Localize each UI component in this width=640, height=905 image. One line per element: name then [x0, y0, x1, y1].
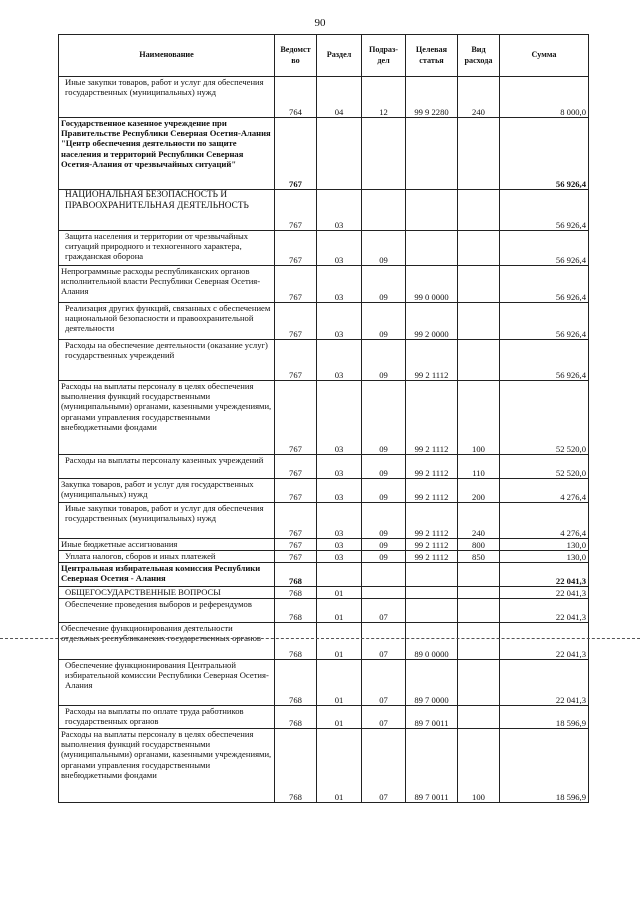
row-name-cell: Защита населения и территории от чрезвычайных ситуаций природного и техногенного характера, гражданская оборона [59, 231, 275, 266]
row-podrazdel-cell: 07 [362, 623, 406, 660]
row-vid-cell [458, 587, 500, 599]
row-vid-cell: 200 [458, 479, 500, 503]
row-podrazdel-cell: 09 [362, 266, 406, 303]
row-ved-cell: 767 [275, 231, 317, 266]
row-summa-cell: 22 041,3 [500, 587, 589, 599]
row-name-cell: Обеспечение проведения выборов и референдумов [59, 599, 275, 623]
row-name-cell: Реализация других функций, связанных с обеспечением национальной безопасности и правоохранительной деятельности [59, 303, 275, 340]
row-statya-cell: 99 2 1112 [406, 539, 458, 551]
row-summa-cell: 22 041,3 [500, 623, 589, 660]
row-ved-cell: 767 [275, 539, 317, 551]
col-header-podrazdel: Подраз- дел [362, 35, 406, 77]
page-number: 90 [314, 17, 326, 29]
row-name-cell: ОБЩЕГОСУДАРСТВЕННЫЕ ВОПРОСЫ [59, 587, 275, 599]
row-vid-cell [458, 706, 500, 729]
row-ved-cell: 768 [275, 563, 317, 587]
row-ved-cell: 767 [275, 118, 317, 190]
row-razdel-cell: 01 [317, 599, 362, 623]
table-row [59, 587, 589, 599]
row-vid-cell [458, 340, 500, 381]
table-row [59, 479, 589, 503]
row-podrazdel-cell [362, 118, 406, 190]
row-summa-cell: 56 926,4 [500, 266, 589, 303]
row-name-cell: Расходы на выплаты персоналу казенных учреждений [59, 455, 275, 479]
row-podrazdel-cell [362, 190, 406, 231]
row-vid-cell: 240 [458, 503, 500, 539]
row-summa-cell: 22 041,3 [500, 563, 589, 587]
row-razdel-cell: 04 [317, 77, 362, 118]
row-razdel-cell: 03 [317, 340, 362, 381]
row-statya-cell: 99 2 0000 [406, 303, 458, 340]
table-row [59, 563, 589, 587]
row-statya-cell: 99 2 1112 [406, 455, 458, 479]
row-vid-cell: 850 [458, 551, 500, 563]
col-header-name: Наименование [59, 35, 275, 77]
row-podrazdel-cell: 09 [362, 503, 406, 539]
row-razdel-cell: 01 [317, 587, 362, 599]
row-podrazdel-cell: 07 [362, 599, 406, 623]
row-vid-cell [458, 660, 500, 706]
row-statya-cell: 89 7 0011 [406, 729, 458, 803]
row-razdel-cell: 03 [317, 455, 362, 479]
row-ved-cell: 768 [275, 623, 317, 660]
row-vid-cell: 800 [458, 539, 500, 551]
row-name-cell: Государственное казенное учреждение при Правительстве Республики Северная Осетия-Алания "Центр обеспечения деятельности по защите населения и территорий Республики Северная Осетия-Алания от чрезвычайных ситуаций" [59, 118, 275, 190]
row-summa-cell: 18 596,9 [500, 706, 589, 729]
row-ved-cell: 764 [275, 77, 317, 118]
row-podrazdel-cell: 07 [362, 729, 406, 803]
row-podrazdel-cell: 09 [362, 539, 406, 551]
row-ved-cell: 767 [275, 266, 317, 303]
row-summa-cell: 56 926,4 [500, 303, 589, 340]
row-summa-cell: 56 926,4 [500, 340, 589, 381]
row-statya-cell: 89 7 0011 [406, 706, 458, 729]
table-row [59, 303, 589, 340]
table-row [59, 231, 589, 266]
row-razdel-cell: 03 [317, 539, 362, 551]
row-podrazdel-cell: 09 [362, 303, 406, 340]
row-vid-cell [458, 303, 500, 340]
row-vid-cell [458, 599, 500, 623]
row-summa-cell: 22 041,3 [500, 660, 589, 706]
row-ved-cell: 768 [275, 706, 317, 729]
row-podrazdel-cell: 12 [362, 77, 406, 118]
row-summa-cell: 8 000,0 [500, 77, 589, 118]
row-statya-cell [406, 599, 458, 623]
col-header-vid: Вид расхода [458, 35, 500, 77]
row-statya-cell [406, 118, 458, 190]
row-statya-cell: 99 2 1112 [406, 340, 458, 381]
row-name-cell: Обеспечение функционирования Центральной избирательной комиссии Республики Северная Осетия-Алания [59, 660, 275, 706]
row-name-cell: Непрограммные расходы республиканских органов исполнительной власти Республики Северная Осетия-Алания [59, 266, 275, 303]
row-vid-cell [458, 190, 500, 231]
row-razdel-cell: 03 [317, 190, 362, 231]
row-podrazdel-cell: 09 [362, 231, 406, 266]
row-vid-cell [458, 266, 500, 303]
row-statya-cell: 99 0 0000 [406, 266, 458, 303]
row-razdel-cell: 03 [317, 381, 362, 455]
table-row [59, 340, 589, 381]
row-razdel-cell [317, 118, 362, 190]
table-row [59, 706, 589, 729]
row-vid-cell: 240 [458, 77, 500, 118]
header-row [59, 35, 589, 77]
row-summa-cell: 52 520,0 [500, 455, 589, 479]
col-header-vedomstvo: Ведомст во [275, 35, 317, 77]
row-razdel-cell: 03 [317, 231, 362, 266]
row-ved-cell: 767 [275, 381, 317, 455]
row-summa-cell: 130,0 [500, 539, 589, 551]
row-razdel-cell: 03 [317, 503, 362, 539]
row-summa-cell: 18 596,9 [500, 729, 589, 803]
row-podrazdel-cell: 09 [362, 340, 406, 381]
table-row [59, 118, 589, 190]
row-name-cell: НАЦИОНАЛЬНАЯ БЕЗОПАСНОСТЬ И ПРАВООХРАНИТЕЛЬНАЯ ДЕЯТЕЛЬНОСТЬ [59, 190, 275, 231]
row-razdel-cell [317, 563, 362, 587]
row-ved-cell: 768 [275, 599, 317, 623]
table-row [59, 551, 589, 563]
table-row [59, 381, 589, 455]
row-statya-cell [406, 587, 458, 599]
row-ved-cell: 767 [275, 455, 317, 479]
col-header-statya: Целевая статья [406, 35, 458, 77]
row-razdel-cell: 01 [317, 660, 362, 706]
row-name-cell: Расходы на обеспечение деятельности (оказание услуг) государственных учреждений [59, 340, 275, 381]
table-row [59, 266, 589, 303]
row-summa-cell: 56 926,4 [500, 231, 589, 266]
row-razdel-cell: 03 [317, 551, 362, 563]
row-ved-cell: 767 [275, 340, 317, 381]
row-name-cell: Иные бюджетные ассигнования [59, 539, 275, 551]
col-header-razdel: Раздел [317, 35, 362, 77]
budget-table [58, 34, 589, 803]
row-podrazdel-cell: 07 [362, 706, 406, 729]
row-razdel-cell: 01 [317, 623, 362, 660]
row-vid-cell [458, 563, 500, 587]
row-statya-cell: 99 9 2280 [406, 77, 458, 118]
row-name-cell: Обеспечение функционирования деятельности отдельных республиканских государственных органов [59, 623, 275, 660]
row-statya-cell [406, 231, 458, 266]
table-row [59, 599, 589, 623]
row-ved-cell: 767 [275, 303, 317, 340]
row-name-cell: Уплата налогов, сборов и иных платежей [59, 551, 275, 563]
row-name-cell: Центральная избирательная комиссия Республики Северная Осетия - Алания [59, 563, 275, 587]
row-podrazdel-cell: 09 [362, 551, 406, 563]
row-razdel-cell: 01 [317, 729, 362, 803]
table-row [59, 503, 589, 539]
row-ved-cell: 768 [275, 587, 317, 599]
row-podrazdel-cell: 07 [362, 660, 406, 706]
row-podrazdel-cell: 09 [362, 479, 406, 503]
row-ved-cell: 767 [275, 551, 317, 563]
row-summa-cell: 56 926,4 [500, 118, 589, 190]
row-vid-cell [458, 118, 500, 190]
table-row [59, 190, 589, 231]
row-podrazdel-cell: 09 [362, 455, 406, 479]
row-vid-cell [458, 623, 500, 660]
row-name-cell: Иные закупки товаров, работ и услуг для обеспечения государственных (муниципальных) нужд [59, 503, 275, 539]
table-row [59, 539, 589, 551]
row-summa-cell: 4 276,4 [500, 479, 589, 503]
row-podrazdel-cell: 09 [362, 381, 406, 455]
row-name-cell: Закупка товаров, работ и услуг для государственных (муниципальных) нужд [59, 479, 275, 503]
row-summa-cell: 22 041,3 [500, 599, 589, 623]
row-statya-cell: 89 7 0000 [406, 660, 458, 706]
row-statya-cell [406, 563, 458, 587]
table-row [59, 660, 589, 706]
row-ved-cell: 768 [275, 660, 317, 706]
table-row [59, 77, 589, 118]
row-statya-cell [406, 190, 458, 231]
row-name-cell: Расходы на выплаты персоналу в целях обеспечения выполнения функций государственными (муниципальными) органами, казенными учреждениями, органами управления государственными внебюджетными фондами [59, 381, 275, 455]
row-summa-cell: 130,0 [500, 551, 589, 563]
row-ved-cell: 768 [275, 729, 317, 803]
scan-artifact-line [0, 638, 640, 639]
table-row [59, 729, 589, 803]
table-row [59, 623, 589, 660]
row-razdel-cell: 03 [317, 266, 362, 303]
row-vid-cell [458, 231, 500, 266]
row-razdel-cell: 03 [317, 303, 362, 340]
row-razdel-cell: 03 [317, 479, 362, 503]
row-statya-cell: 99 2 1112 [406, 503, 458, 539]
row-vid-cell: 100 [458, 381, 500, 455]
row-statya-cell: 89 0 0000 [406, 623, 458, 660]
row-statya-cell: 99 2 1112 [406, 479, 458, 503]
row-summa-cell: 56 926,4 [500, 190, 589, 231]
table-row [59, 455, 589, 479]
row-summa-cell: 52 520,0 [500, 381, 589, 455]
row-ved-cell: 767 [275, 190, 317, 231]
row-summa-cell: 4 276,4 [500, 503, 589, 539]
row-vid-cell: 100 [458, 729, 500, 803]
row-ved-cell: 767 [275, 503, 317, 539]
row-vid-cell: 110 [458, 455, 500, 479]
row-name-cell: Иные закупки товаров, работ и услуг для обеспечения государственных (муниципальных) нужд [59, 77, 275, 118]
row-ved-cell: 767 [275, 479, 317, 503]
row-name-cell: Расходы на выплаты по оплате труда работников государственных органов [59, 706, 275, 729]
row-name-cell: Расходы на выплаты персоналу в целях обеспечения выполнения функций государственными (муниципальными) органами, казенными учреждениями, органами управления государственными внебюджетными фондами [59, 729, 275, 803]
row-statya-cell: 99 2 1112 [406, 551, 458, 563]
col-header-summa: Сумма [500, 35, 589, 77]
row-razdel-cell: 01 [317, 706, 362, 729]
row-podrazdel-cell [362, 587, 406, 599]
row-statya-cell: 99 2 1112 [406, 381, 458, 455]
row-podrazdel-cell [362, 563, 406, 587]
